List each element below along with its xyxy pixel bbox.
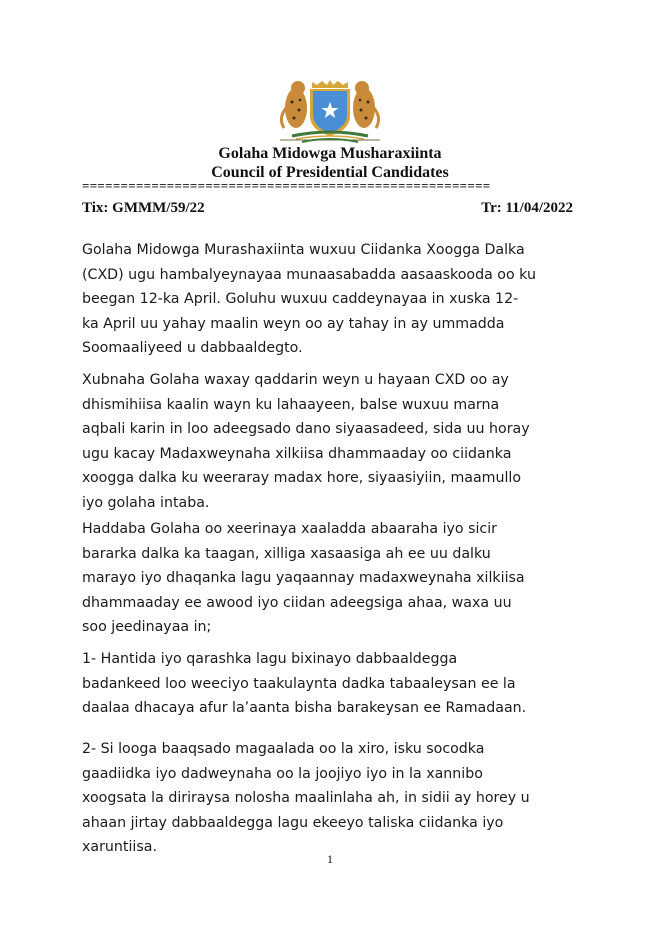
coat-of-arms-icon xyxy=(272,78,388,144)
header-divider: ===================================================== xyxy=(82,178,491,193)
document-date: Tr: 11/04/2022 xyxy=(481,200,573,216)
paragraph: Haddaba Golaha oo xeerinaya xaaladda abaaraha iyo sicir bararka dalka ka taagan, xilliga xasaasiga ah ee uu dalku marayo iyo dhaqanka lagu yaqaannay madaxweynaha xilkiisa dhammaaday ee awood iyo ciidan adeegsiga ahaa, waxa uu soo jeedinayaa in; xyxy=(82,521,525,635)
paragraph: Golaha Midowga Murashaxiinta wuxuu Ciidanka Xoogga Dalka (CXD) ugu hambalyeynayaa munaasabadda aasaaskooda oo ku beegan 12-ka April. Goluhu wuxuu caddeynayaa in xuska 12- ka April uu yahay maalin weyn oo ay tahay in ay ummadda Soomaaliyeed u dabbaaldegto. xyxy=(82,242,536,356)
org-name-english: Council of Presidential Candidates xyxy=(211,164,449,181)
page-number: 1 xyxy=(327,852,333,866)
paragraph: Xubnaha Golaha waxay qaddarin weyn u hayaan CXD oo ay dhismihiisa kaalin wayn ku lahaayeen, balse wuxuu marna aqbali karin in loo adeegsado dano siyaasadeed, sida uu horay ugu kacay Madaxweynaha xilkiisa dhammaaday oo ciidanka xoogga dalka ku weeraray madax hore, siyaasiyiin, maamullo iyo golaha intaba. xyxy=(82,372,530,511)
org-name-somali: Golaha Midowga Musharaxiinta xyxy=(218,145,442,162)
reference-number: Tix: GMMM/59/22 xyxy=(82,200,205,216)
right-leopard-icon xyxy=(353,81,379,128)
numbered-item: 2- Si looga baaqsado magaalada oo la xiro, isku socodka gaadiidka iyo dadweynaha oo la joojiyo iyo in la xannibo xoogsata la diriraysa nolosha maalinlaha ah, in sidii ay horey u ahaan jirtay dabbaaldegga lagu ekeeyo taliska ciidanka iyo xaruntiisa. xyxy=(82,741,530,855)
left-leopard-icon xyxy=(281,81,307,128)
numbered-item: 1- Hantida iyo qarashka lagu bixinayo dabbaaldegga badankeed loo weeciyo taakulaynta dadka tabaaleysan ee la daalaa dhacaya afur la’aanta bisha barakeysan ee Ramadaan. xyxy=(82,651,527,716)
